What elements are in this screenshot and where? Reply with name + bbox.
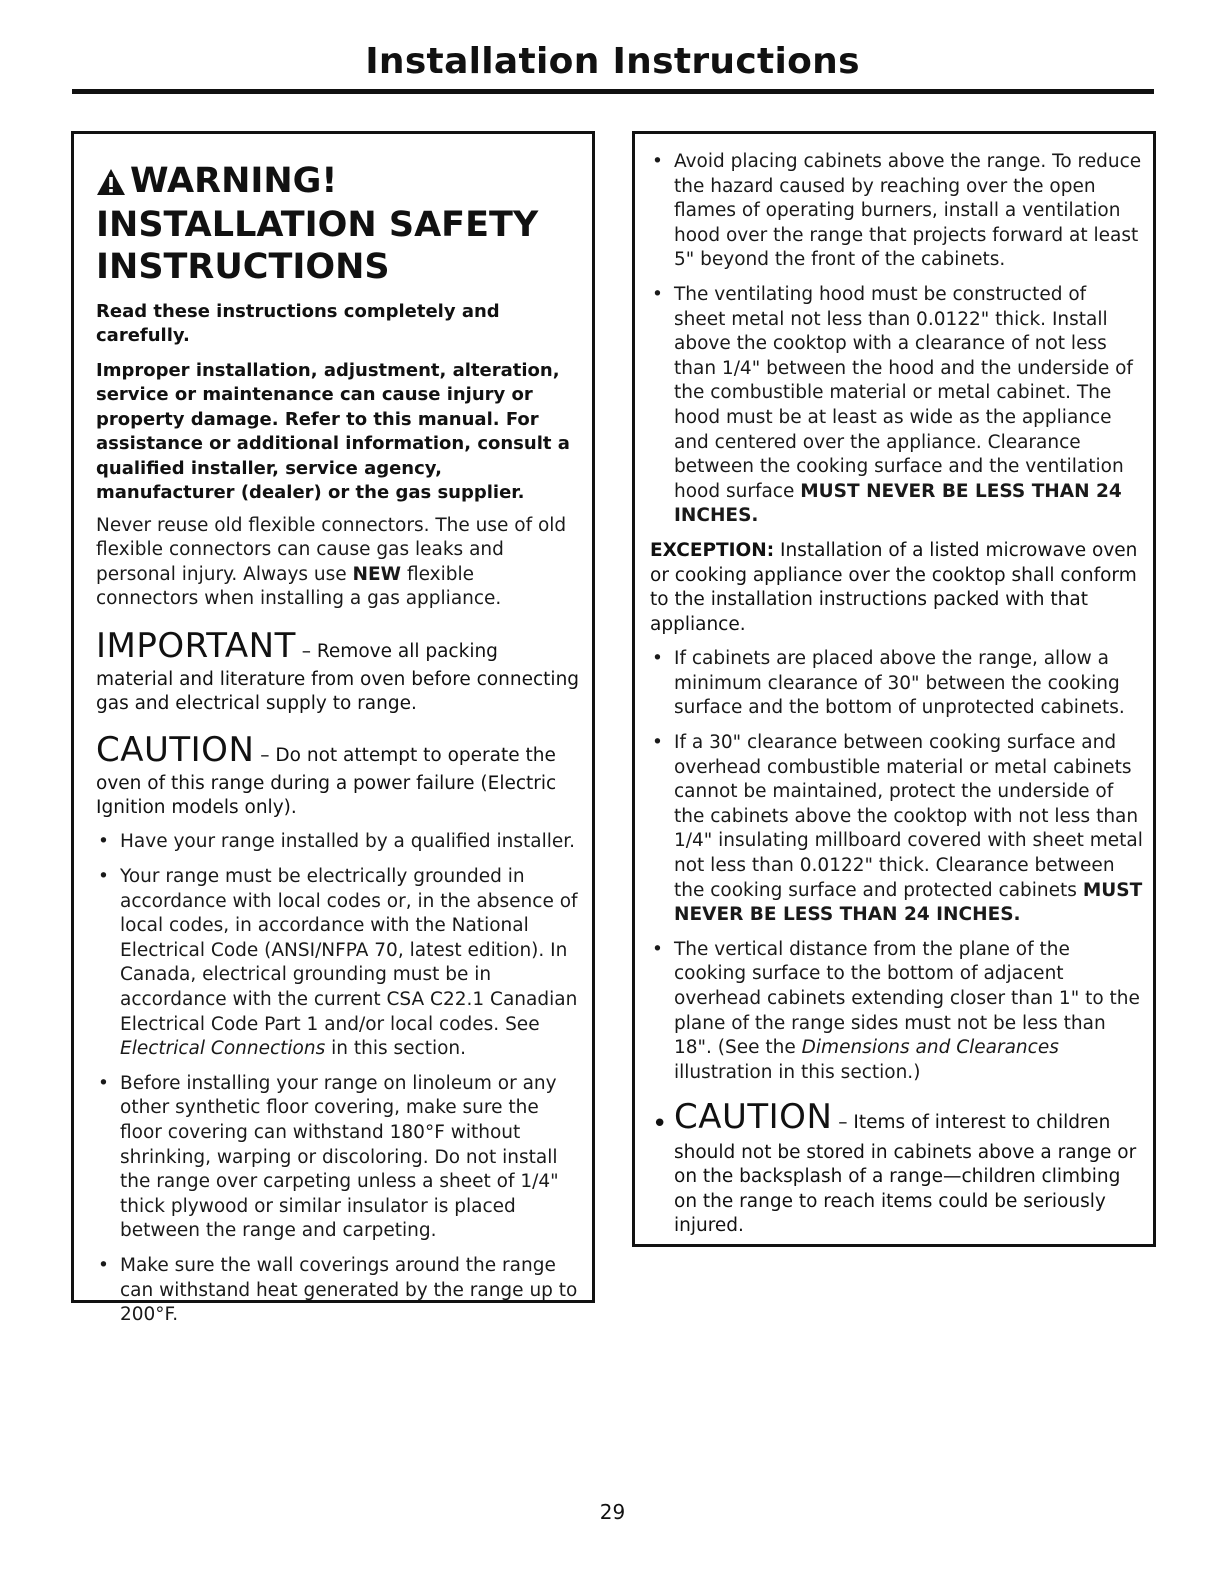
- list-item: • The ventilating hood must be constructed of sheet metal not less than 0.0122" thick. Install above the cooktop with a clearance of not less than 1/4" between the hood and the underside of the combustible material or metal cabinet. The hood must be at least as wide as the appliance and centered over the appliance. Clearance between the cooking surface and the ventilation hood surface MUST NEVER BE LESS THAN 24 INCHES.: [652, 283, 1133, 527]
- list-item: • The vertical distance from the plane of the cooking surface to the bottom of adjacent overhead cabinets extending closer than 1" to the plane of the range sides must not be less than 18". (See the Dimensions and Clearances illustration in this section.): [652, 938, 1140, 1083]
- bullet-dot-icon: •: [652, 732, 663, 754]
- bullet-dot-icon: •: [652, 1109, 668, 1140]
- bullet-dot-icon: •: [98, 831, 109, 853]
- important-notice: [96, 624, 580, 716]
- list-item: • Make sure the wall coverings around the range can withstand heat generated by the range up to 200°F.: [98, 1254, 578, 1326]
- ventilation-box: [632, 131, 1156, 1247]
- list-item: • If a 30" clearance between cooking surface and overhead combustible material or metal cabinets cannot be maintained, protect the underside of the cabinets above the cooktop with not less than 1/4" insulating millboard covered with sheet metal not less than 0.0122" thick. Clearance between the cooking surface and protected cabinets MUST NEVER BE LESS THAN 24 INCHES.: [652, 732, 1143, 926]
- safety-title: INSTALLATION SAFETY INSTRUCTIONS: [96, 204, 539, 287]
- connector-notice: [96, 514, 580, 612]
- list-item: • Avoid placing cabinets above the range. To reduce the hazard caused by reaching over the open flames of operating burners, install a ventilation hood over the range that projects forward at least 5" beyond the front of the cabinets.: [652, 151, 1142, 271]
- important-text: – Remove all packing material and literature from oven before connecting gas and electrical supply to range.: [96, 640, 580, 715]
- electrical-connections-reference: Electrical Connections: [120, 1038, 326, 1060]
- dimensions-reference: Dimensions and Clearances: [801, 1037, 1059, 1059]
- bullet-dot-icon: •: [652, 283, 663, 305]
- connector-text-end: flexible connectors when installing a gas appliance.: [96, 563, 502, 610]
- warning-label: WARNING!: [130, 161, 338, 201]
- title-rule: [72, 89, 1154, 94]
- bullet-dot-icon: •: [98, 1072, 109, 1094]
- safety-bullet-list: [96, 830, 580, 1327]
- caution-text: – Do not attempt to operate the oven of this range during a power failure (Electric Ignition models only).: [96, 745, 557, 819]
- exception-note: [650, 539, 1143, 637]
- page-number: 29: [599, 1500, 626, 1524]
- page-title: Installation Instructions: [365, 41, 860, 82]
- caution-notice: [96, 728, 580, 820]
- safety-box: [71, 131, 595, 1326]
- bullet-dot-icon: •: [652, 938, 663, 960]
- list-item: • Your range must be electrically grounded in accordance with local codes or, in the absence of local codes, in accordance with the National Electrical Code (ANSI/NFPA 70, latest edition). In Canada, electrical grounding must be in accordance with the current CSA C22.1 Canadian Electrical Code Part 1 and/or local codes. See Electrical Connections in this section.: [98, 866, 578, 1060]
- warning-heading: [96, 160, 580, 204]
- list-item: • Before installing your range on linoleum or any other synthetic floor covering, make sure the floor covering can withstand 180°F without shrinking, warping or discoloring. Do not install the range over carpeting unless a sheet of 1/4" thick plywood or similar insulator is placed between the range and carpeting.: [98, 1072, 559, 1242]
- exception-label: EXCEPTION:: [650, 539, 775, 561]
- list-item: • If cabinets are placed above the range, allow a minimum clearance of 30" between the cooking surface and the bottom of unprotected cabinets.: [652, 648, 1125, 719]
- bullet-dot-icon: •: [652, 151, 663, 172]
- connector-text: Never reuse old flexible connectors. The use of old flexible connectors can cause gas leaks and personal injury. Always use: [96, 514, 567, 585]
- bullet-dot-icon: •: [652, 648, 663, 670]
- caution-word: CAUTION: [674, 1097, 833, 1138]
- ventilation-bullet-list: [650, 150, 1143, 529]
- bullet-dot-icon: •: [98, 1254, 109, 1276]
- caution-word: CAUTION: [96, 730, 255, 771]
- list-item: • Have your range installed by a qualified installer.: [96, 830, 580, 855]
- clearance-bullet-list: [650, 647, 1143, 1085]
- exception-text: Installation of a listed microwave oven or cooking appliance over the cooktop shall conform to the installation instructions packed with that appliance.: [650, 539, 1138, 635]
- new-emphasis: NEW: [352, 563, 402, 585]
- improper-installation-notice: Improper installation, adjustment, alteration, service or maintenance can cause injury or property damage. Refer to this manual. For assistance or additional information, consult a qualified installer, service agency, manufacturer (dealer) or the gas supplier.: [96, 359, 570, 504]
- read-instructions: Read these instructions completely and carefully.: [96, 300, 500, 347]
- warning-triangle-icon: [96, 168, 126, 196]
- children-caution: [650, 1095, 1143, 1239]
- bullet-dot-icon: •: [98, 866, 109, 888]
- important-word: IMPORTANT: [96, 625, 296, 666]
- caution-text: – Items of interest to children should not be stored in cabinets above a range or on the backsplash of a range—children climbing on the range to reach items could be seriously injured.: [674, 1112, 1137, 1237]
